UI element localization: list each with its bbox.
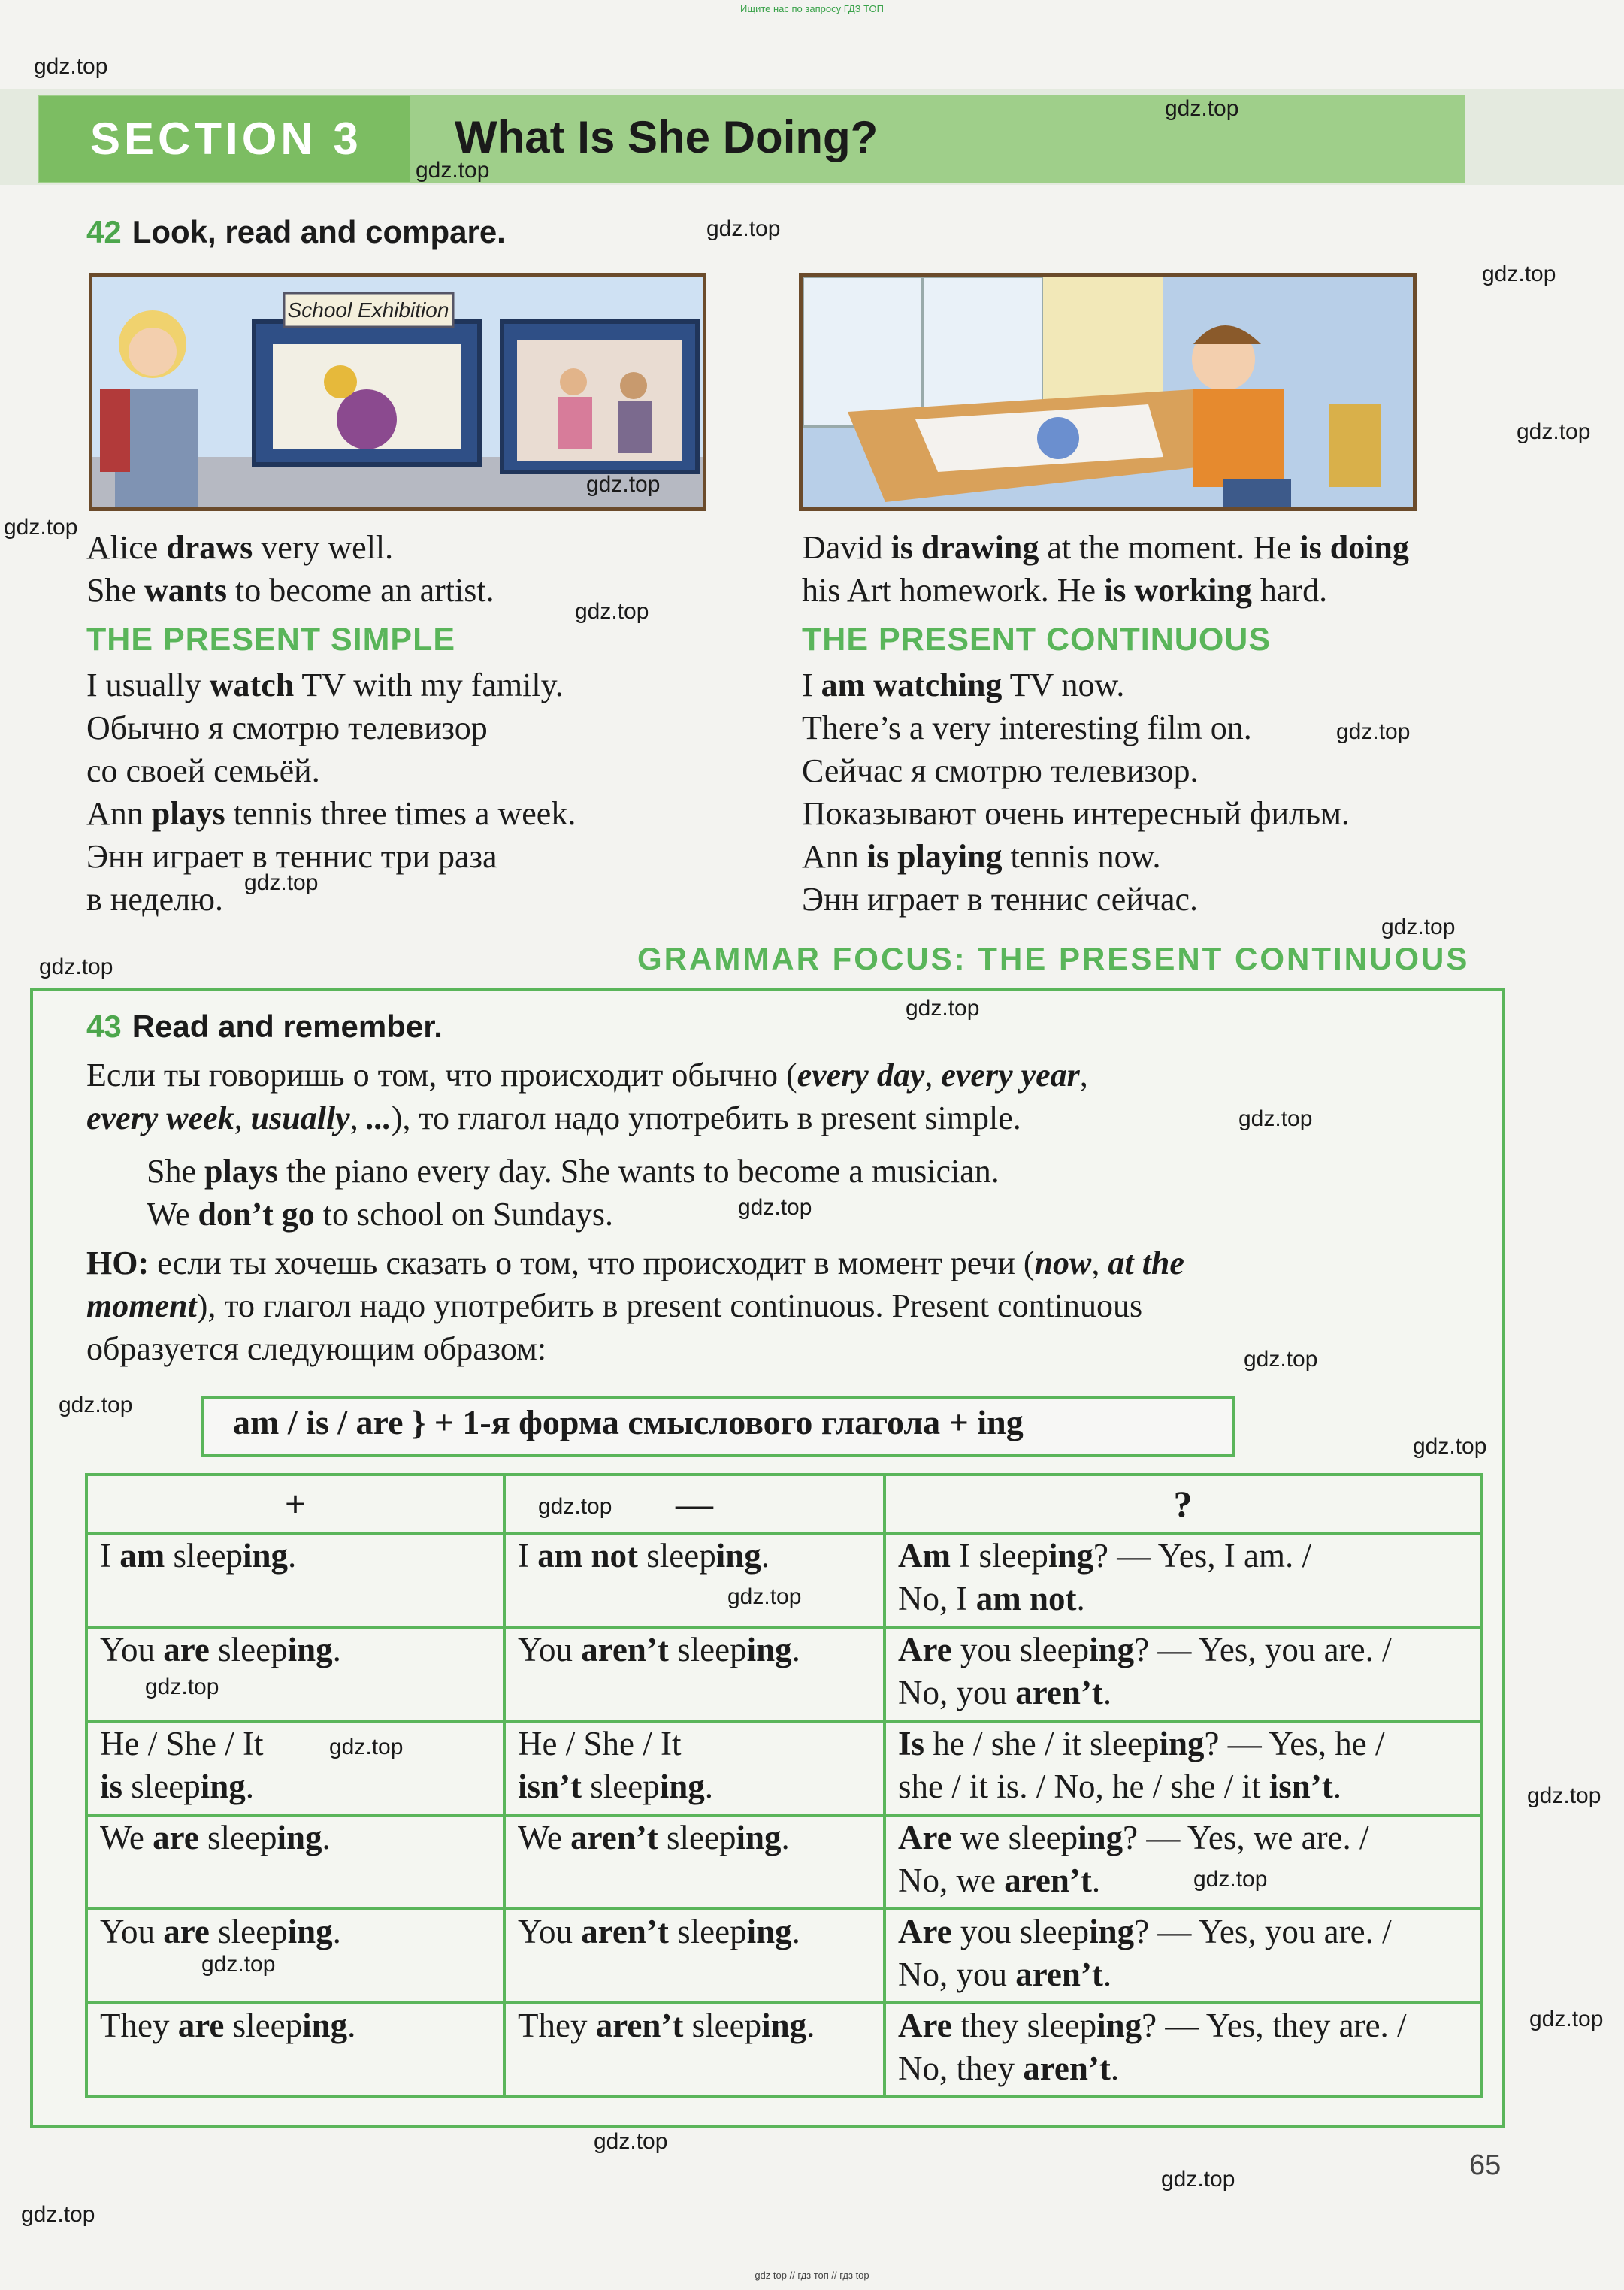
text-line: со своей семьёй. [86,752,320,789]
rule-paragraph-1 [86,1054,1088,1139]
watermark: gdz.top [329,1735,404,1759]
table-cell: You are sleeping. [86,1909,504,2003]
conjugation-table [85,1473,1483,2098]
header-positive: + [86,1475,504,1533]
section-label: SECTION 3 [90,113,362,164]
watermark: gdz.top [1244,1347,1318,1372]
text-line: his Art homework. He is working hard. [802,572,1328,609]
watermark: gdz.top [727,1584,802,1609]
watermark: gdz.top [4,515,78,540]
text-line: moment), то глагол надо употребить в present continuous. Present continuous [86,1287,1143,1324]
text-line: НО: если ты хочешь сказать о том, что происходит в момент речи (now, at the [86,1245,1184,1281]
table-cell: I am sleeping. [86,1533,504,1627]
text-line: Обычно я смотрю телевизор [86,709,488,746]
watermark: gdz.top [1381,915,1456,939]
table-cell: He / She / It isn’t sleeping. [504,1721,885,1815]
table-row [86,1721,1481,1815]
grammar-focus-heading: GRAMMAR FOCUS: THE PRESENT CONTINUOUS [637,941,1470,976]
table-cell: We aren’t sleeping. [504,1815,885,1909]
text-line: David is drawing at the moment. He is doing [802,529,1409,566]
exhibition-sign: School Exhibition [287,298,449,322]
table-cell: They aren’t sleeping. [504,2003,885,2097]
table-header-row [86,1475,1481,1533]
text-line: Alice draws very well. [86,529,394,566]
table-cell: Is he / she / it sleeping? — Yes, he / she / it is. / No, he / she / it isn’t. [885,1721,1481,1815]
watermark: gdz.top [586,472,661,497]
table-cell: Are you sleeping? — Yes, you are. / No, you aren’t. [885,1627,1481,1721]
watermark: gdz.top [1193,1867,1268,1892]
text-line: Энн играет в теннис три раза [86,838,497,875]
section-title: What Is She Doing? [455,112,879,162]
watermark: gdz.top [201,1952,276,1977]
watermark: gdz.top [1165,96,1239,121]
table-cell: We are sleeping. [86,1815,504,1909]
table-cell: I am not sleeping. [504,1533,885,1627]
present-continuous-heading: THE PRESENT CONTINUOUS [802,622,1272,658]
text-line: Ann is playing tennis now. [802,838,1161,875]
watermark: gdz.top [1336,719,1411,744]
watermark: gdz.top [1529,2007,1604,2031]
formula-text: am / is / are } + 1-я форма смыслового глагола + ing [233,1403,1024,1441]
text-line: образуется следующим образом: [86,1330,547,1367]
david-text [802,526,1409,612]
text-line: She plays the piano every day. She wants to become a musician. [147,1153,1000,1190]
exercise-title: Read and remember. [132,1009,443,1044]
table-row [86,1533,1481,1627]
watermark: gdz.top [594,2129,668,2154]
alice-text [86,526,494,612]
table-row [86,1627,1481,1721]
text-line: She wants to become an artist. [86,572,494,609]
text-line: Ann plays tennis three times a week. [86,795,576,832]
watermark: gdz.top [706,216,781,241]
watermark: gdz.top [1161,2167,1235,2192]
text-line: Сейчас я смотрю телевизор. [802,752,1199,789]
present-simple-heading: THE PRESENT SIMPLE [86,622,456,658]
table-cell: Are you sleeping? — Yes, you are. / No, you aren’t. [885,1909,1481,2003]
text-line: Показывают очень интересный фильм. [802,795,1350,832]
exercise-43-heading [86,1009,443,1045]
table-cell: They are sleeping. [86,2003,504,2097]
text-line: в неделю. [86,881,224,918]
exercise-42-heading [86,214,506,250]
header-negative: — [504,1475,885,1533]
watermark: gdz.top [906,996,980,1021]
exercise-number: 43 [86,1009,122,1044]
table-cell: You are sleeping. [86,1627,504,1721]
text-line: We don’t go to school on Sundays. [147,1196,614,1233]
table-cell: You aren’t sleeping. [504,1909,885,2003]
watermark: gdz.top [1413,1434,1487,1459]
exercise-title: Look, read and compare. [132,214,506,250]
watermark: gdz.top [738,1195,812,1220]
table-cell: Am I sleeping? — Yes, I am. / No, I am not. [885,1533,1481,1627]
table-cell: You aren’t sleeping. [504,1627,885,1721]
watermark: gdz.top [416,158,490,183]
text-line: I usually watch TV with my family. [86,667,564,703]
header-question: ? [885,1475,1481,1533]
present-simple-examples [86,664,576,921]
table-cell: He / She / It is sleeping. [86,1721,504,1815]
watermark: gdz.top [34,54,108,79]
watermark: gdz.top [1238,1106,1313,1131]
rule-paragraph-2 [86,1242,1184,1370]
exercise-number: 42 [86,214,122,250]
table-cell: Are we sleeping? — Yes, we are. / No, we aren’t. [885,1815,1481,1909]
watermark: gdz.top [1517,419,1591,444]
text-line: Энн играет в теннис сейчас. [802,881,1199,918]
header-note: Ищите нас по запросу ГДЗ ТОП [740,3,884,14]
illustration-david-drawing [799,273,1417,511]
rule-examples [147,1150,1000,1236]
present-continuous-examples [802,664,1350,921]
watermark: gdz.top [244,870,319,895]
table-cell: Are they sleeping? — Yes, they are. / No, they aren’t. [885,2003,1481,2097]
page-number: 65 [1469,2149,1502,2181]
text-line: I am watching TV now. [802,667,1125,703]
watermark: gdz.top [538,1494,612,1519]
david-drawing-picture [803,277,1413,507]
watermark: gdz.top [1527,1783,1601,1808]
text-line: every week, usually, ...), то глагол надо употребить в present simple. [86,1100,1021,1136]
watermark: gdz.top [145,1674,219,1699]
table-row [86,1815,1481,1909]
watermark: gdz.top [39,954,113,979]
watermark: gdz.top [575,599,649,624]
table-row [86,2003,1481,2097]
watermark: gdz.top [21,2202,95,2227]
text-line: Если ты говоришь о том, что происходит обычно (every day, every year, [86,1057,1088,1094]
text-line: There’s a very interesting film on. [802,709,1252,746]
footer-note: gdz top // гдз топ // гдз top [755,2270,869,2281]
watermark: gdz.top [1482,262,1556,286]
table-row [86,1909,1481,2003]
watermark: gdz.top [59,1393,133,1417]
